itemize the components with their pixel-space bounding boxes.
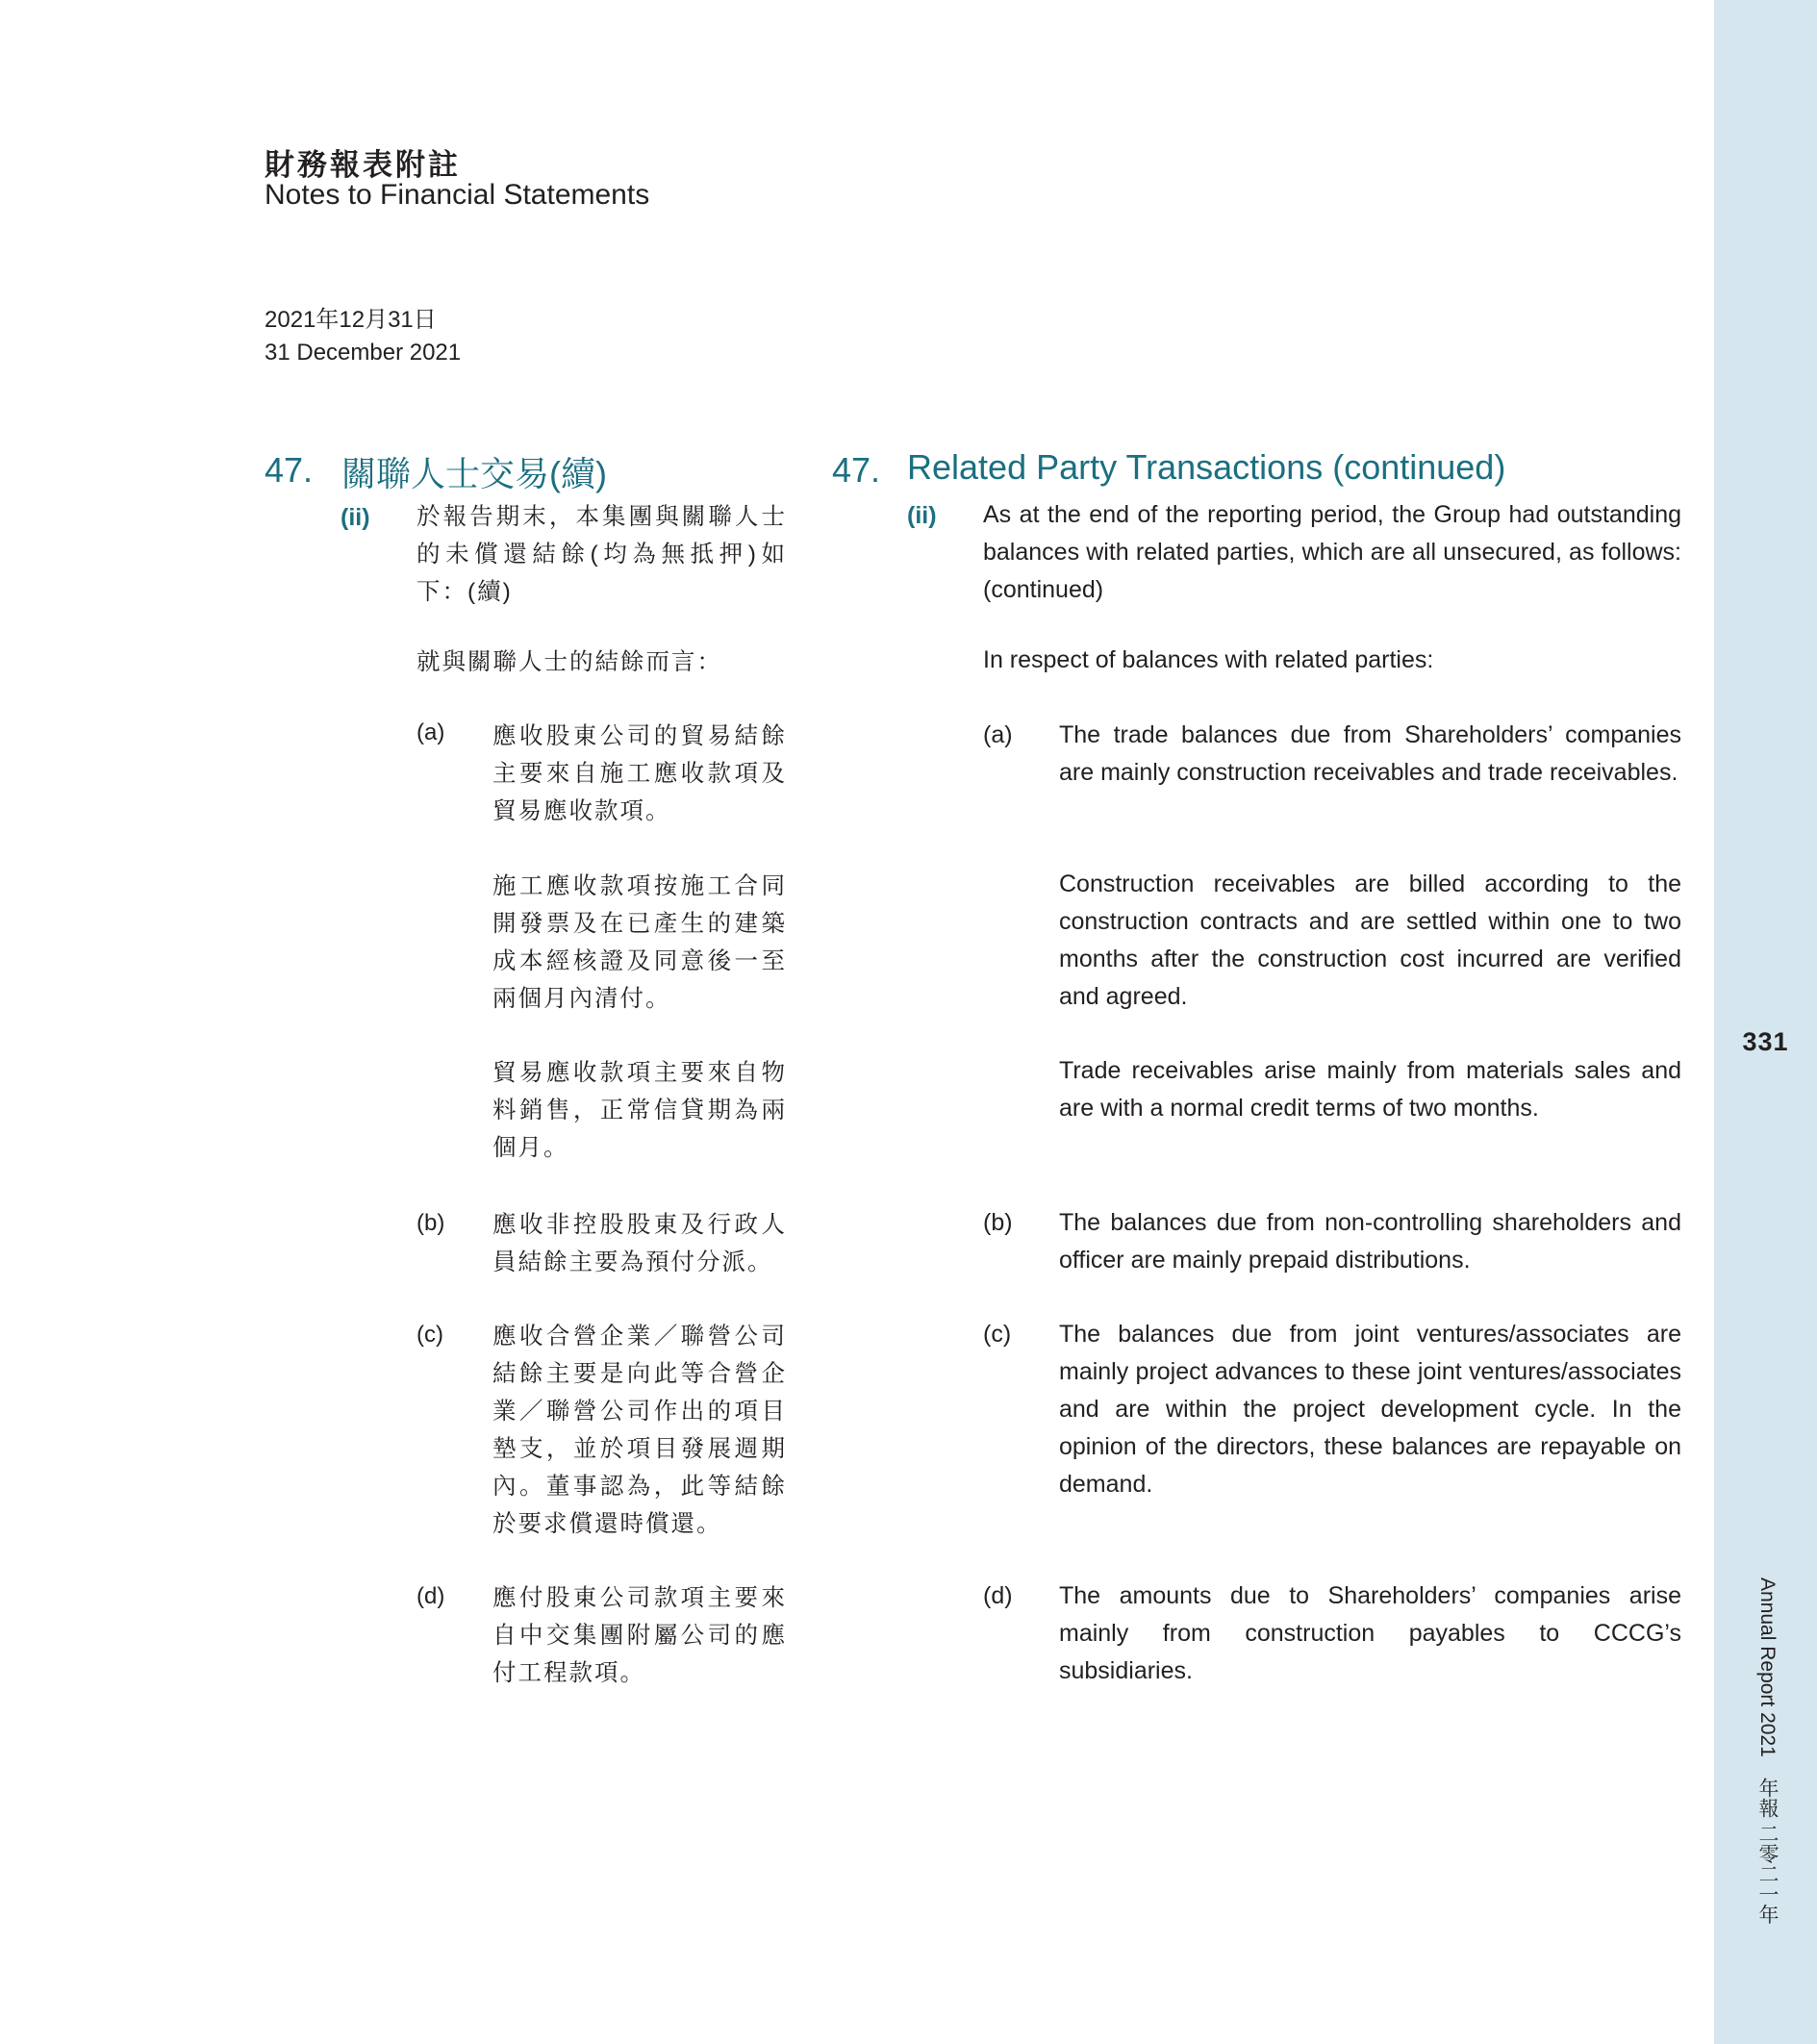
section-title-zh: 關聯人士交易(續)	[341, 454, 607, 493]
respect-en: In respect of balances with related parties:	[983, 646, 1434, 673]
item-c-zh: 應收合營企業／聯營公司結餘主要是向此等合營企業／聯營公司作出的項目墊支，並於項目發展週期內。董事認為，此等結餘於要求償還時償還。	[492, 1324, 787, 1537]
item-a-zh-1: 應收股東公司的貿易結餘主要來自施工應收款項及貿易應收款項。	[492, 723, 787, 824]
item-a-en-1: The trade balances due from Shareholders’ companies are mainly construction receivables and trade receivables.	[1059, 721, 1681, 786]
section-number-zh: 47.	[265, 450, 314, 490]
intro-en: As at the end of the reporting period, the Group had outstanding balances with related parties, which are all unsecured, as follows: (continued)	[983, 501, 1681, 603]
item-a-label-en: (a)	[983, 721, 1013, 748]
section-title-en: Related Party Transactions (continued)	[907, 447, 1506, 487]
sub-label-zh: (ii)	[341, 504, 370, 531]
item-b-zh: 應收非控股股東及行政人員結餘主要為預付分派。	[492, 1212, 787, 1275]
page-number: 331	[1742, 1027, 1789, 1056]
intro-zh: 於報告期末，本集團與關聯人士的未償還結餘(均為無抵押)如下：(續)	[416, 504, 787, 605]
item-a-en-2: Construction receivables are billed according to the construction contracts and are settled within one to two months after the construction cost incurred are verified and agreed.	[1059, 871, 1681, 1010]
item-d-label-en: (d)	[983, 1582, 1013, 1609]
item-a-en-3: Trade receivables arise mainly from materials sales and are with a normal credit terms of two months.	[1059, 1057, 1681, 1122]
item-b-label-en: (b)	[983, 1209, 1013, 1236]
sub-label-en: (ii)	[907, 502, 937, 529]
item-a-zh-3: 貿易應收款項主要來自物料銷售，正常信貸期為兩個月。	[492, 1060, 787, 1161]
item-c-label-zh: (c)	[416, 1322, 443, 1348]
item-d-zh: 應付股東公司款項主要來自中交集團附屬公司的應付工程款項。	[492, 1585, 787, 1686]
item-c-en: The balances due from joint ventures/associates are mainly project advances to these joint ventures/associates and are within the project development cycle. In the opinion of the directors, these balances are repayable on demand.	[1059, 1321, 1681, 1498]
item-d-label-zh: (d)	[416, 1583, 445, 1609]
item-a-label-zh: (a)	[416, 719, 445, 745]
respect-zh: 就與關聯人士的結餘而言：	[416, 649, 722, 675]
date-zh: 2021年12月31日	[265, 307, 437, 333]
date-en: 31 December 2021	[265, 340, 462, 366]
item-a-zh-2: 施工應收款項按施工合同開發票及在已產生的建築成本經核證及同意後一至兩個月內清付。	[492, 873, 787, 1012]
header-title-en: Notes to Financial Statements	[265, 179, 650, 211]
annual-report-label: Annual Report 2021 年報 二零二一年	[1756, 1577, 1779, 1925]
header-title-zh: 財務報表附註	[265, 148, 461, 183]
item-d-en: The amounts due to Shareholders’ companies arise mainly from construction payables to CCCG’s subsidiaries.	[1059, 1582, 1681, 1684]
item-b-label-zh: (b)	[416, 1210, 445, 1236]
item-c-label-en: (c)	[983, 1321, 1012, 1348]
section-number-en: 47.	[832, 450, 881, 490]
item-b-en: The balances due from non-controlling shareholders and officer are mainly prepaid distributions.	[1059, 1209, 1681, 1274]
